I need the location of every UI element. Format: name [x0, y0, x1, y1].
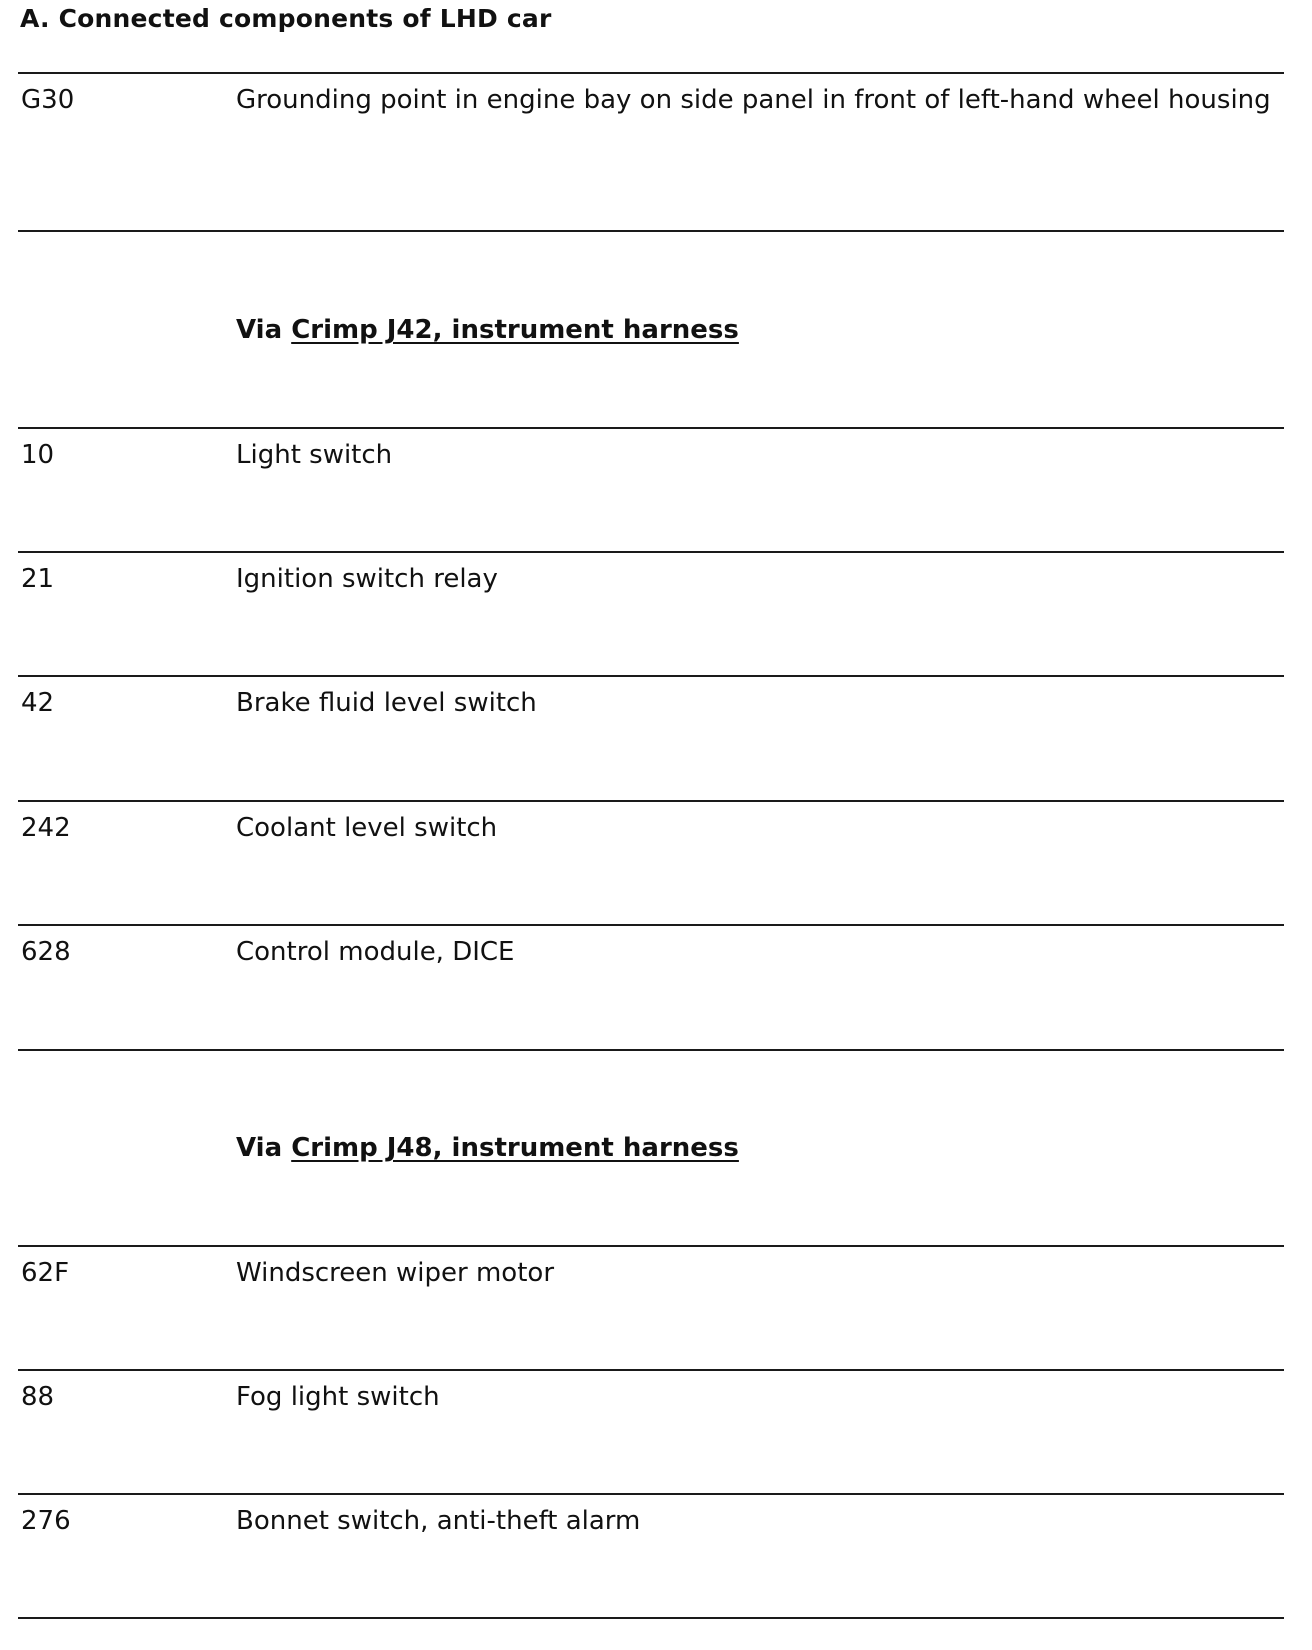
component-code: 242 — [21, 813, 71, 843]
section-title: A. Connected components of LHD car — [20, 4, 552, 33]
component-code: 62F — [21, 1258, 70, 1288]
component-code: 42 — [21, 688, 55, 718]
component-code: G30 — [21, 85, 75, 115]
via-prefix: Via — [236, 1133, 283, 1163]
crimp-link[interactable]: Crimp J42, instrument harness — [291, 315, 739, 345]
row-divider — [18, 1493, 1284, 1495]
via-prefix: Via — [236, 315, 283, 345]
component-description: Control module, DICE — [236, 937, 515, 967]
row-divider — [18, 72, 1284, 74]
component-description: Grounding point in engine bay on side panel in front of left-hand wheel housing — [236, 85, 1271, 115]
row-divider — [18, 1245, 1284, 1247]
row-divider — [18, 230, 1284, 232]
row-divider — [18, 1369, 1284, 1371]
component-code: 628 — [21, 937, 71, 967]
row-divider — [18, 800, 1284, 802]
component-description: Brake fluid level switch — [236, 688, 537, 718]
row-divider — [18, 675, 1284, 677]
component-description: Ignition switch relay — [236, 564, 498, 594]
component-code: 88 — [21, 1382, 55, 1412]
component-description: Light switch — [236, 440, 393, 470]
row-divider — [18, 1049, 1284, 1051]
row-divider — [18, 1617, 1284, 1619]
component-code: 276 — [21, 1506, 71, 1536]
component-description: Windscreen wiper motor — [236, 1258, 555, 1288]
via-heading — [236, 315, 739, 345]
component-description: Bonnet switch, anti-theft alarm — [236, 1506, 641, 1536]
component-description: Coolant level switch — [236, 813, 498, 843]
row-divider — [18, 427, 1284, 429]
component-code: 21 — [21, 564, 55, 594]
crimp-link[interactable]: Crimp J48, instrument harness — [291, 1133, 739, 1163]
row-divider — [18, 924, 1284, 926]
component-code: 10 — [21, 440, 55, 470]
row-divider — [18, 551, 1284, 553]
via-heading — [236, 1133, 739, 1163]
component-description: Fog light switch — [236, 1382, 440, 1412]
